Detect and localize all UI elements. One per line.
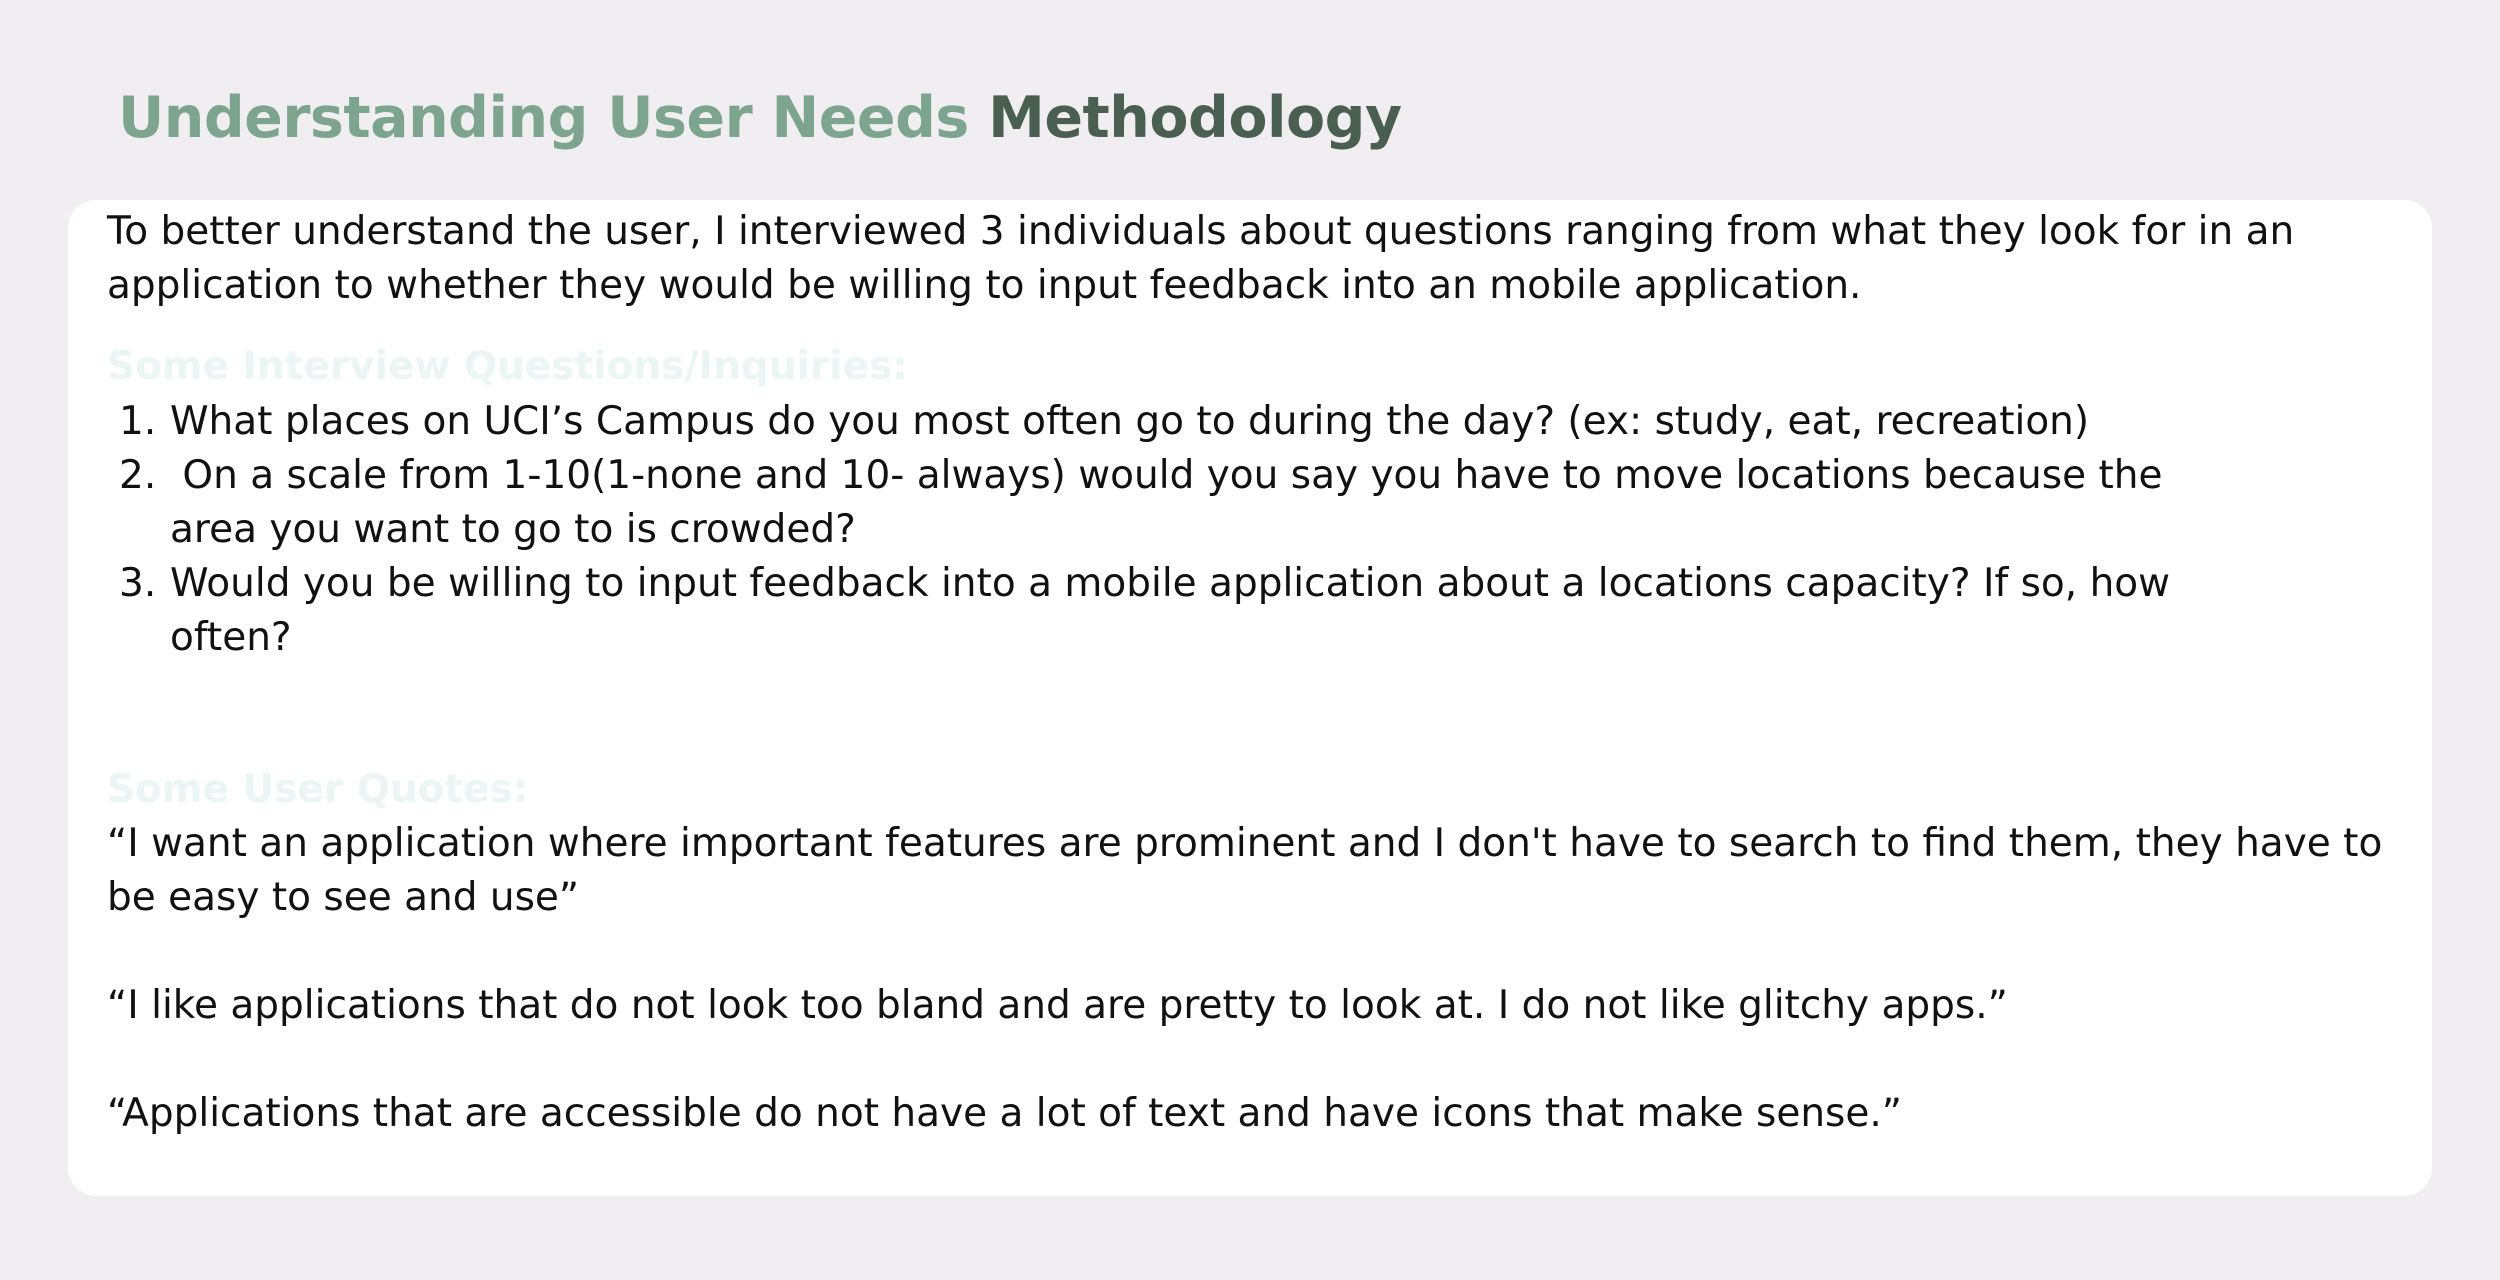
user-quote: “Applications that are accessible do not have a lot of text and have icons that make sense.”: [107, 1091, 1902, 1136]
user-quotes: [107, 817, 2397, 1195]
page-title: [118, 78, 1402, 158]
question-text: What places on UCI’s Campus do you most often go to during the day? (ex: study, eat, recreation): [170, 399, 2090, 444]
question-text: Would you be willing to input feedback into a mobile application about a locations capacity? If so, how often?: [170, 561, 2171, 660]
question-number: 3.: [119, 561, 157, 606]
user-quote: “I want an application where important features are prominent and I don't have to search to find them, they have to be easy to see and use”: [107, 821, 2383, 920]
page-title-main: Methodology: [988, 85, 1402, 151]
quotes-heading: Some User Quotes:: [107, 767, 529, 812]
questions-heading: Some Interview Questions/Inquiries:: [107, 344, 908, 389]
question-item: [107, 557, 2227, 665]
question-item: [107, 449, 2227, 557]
intro-paragraph: To better understand the user, I interviewed 3 individuals about questions ranging from what they look for in an application to whether they would be willing to input feedback into an mobile application.: [107, 209, 2295, 308]
question-text: On a scale from 1-10(1-none and 10- always) would you say you have to move locations because the area you want to go to is crowded?: [170, 453, 2175, 552]
question-item: [107, 395, 2227, 449]
page-title-accent: Understanding User Needs: [118, 85, 969, 151]
content-card: [68, 200, 2432, 1196]
question-number: 1.: [119, 399, 157, 444]
interview-questions-list: [107, 395, 2227, 665]
question-number: 2.: [119, 453, 157, 498]
user-quote: “I like applications that do not look too bland and are pretty to look at. I do not like glitchy apps.”: [107, 983, 2008, 1028]
